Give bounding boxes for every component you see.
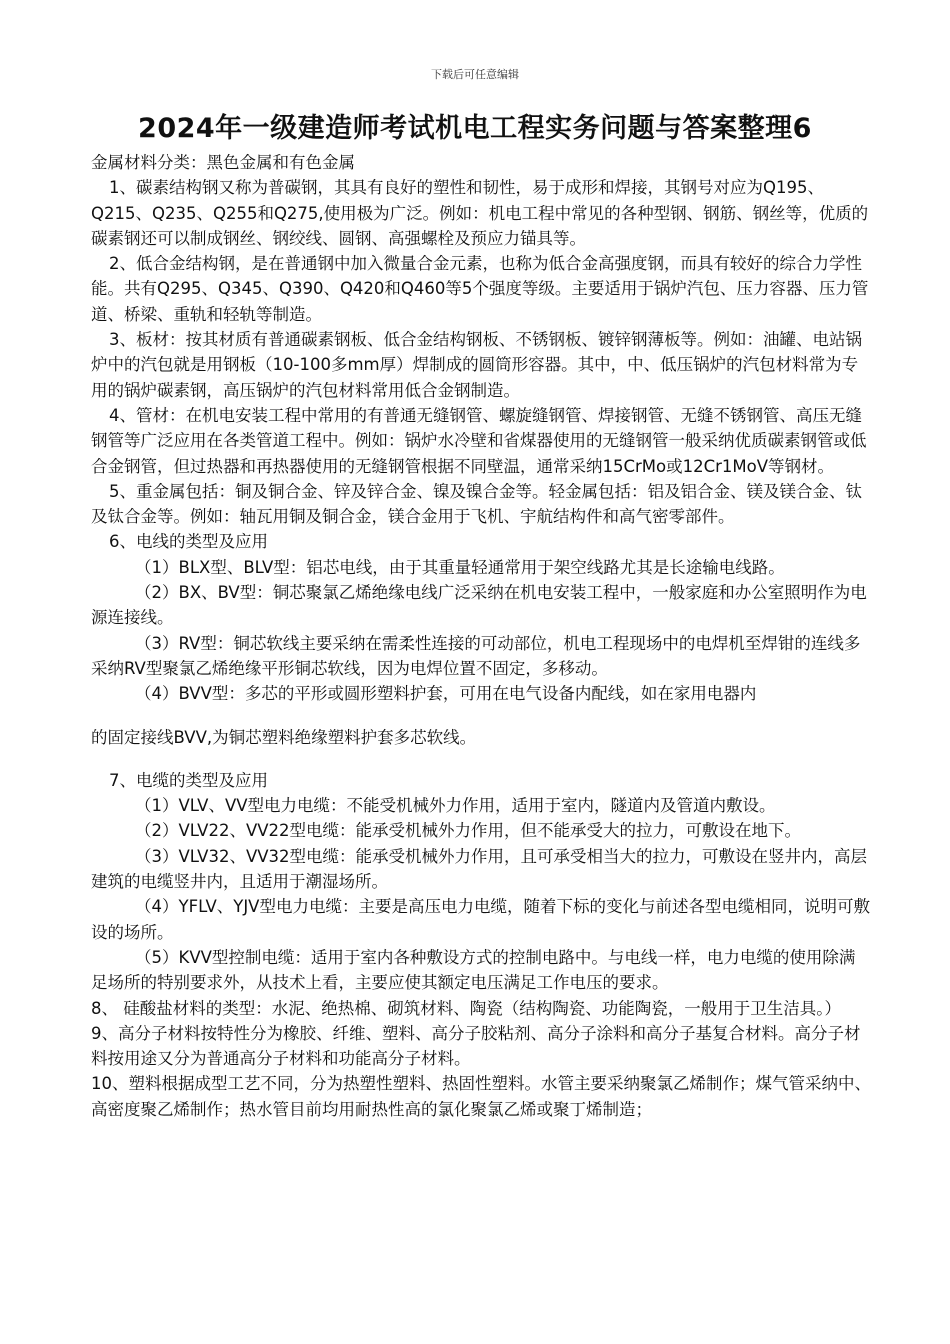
document-title: 2024年一级建造师考试机电工程实务问题与答案整理6 xyxy=(138,113,812,144)
wire-item-4: （4）BVV型：多芯的平形或圆形塑料护套，可用在电气设备内配线，如在家用电器内 xyxy=(135,684,757,704)
paragraph-3: 3、板材：按其材质有普通碳素钢板、低合金结构钢板、不锈钢板、镀锌钢薄板等。例如：油罐、电站锅炉中的汽包就是用钢板（10-100多mm厚）焊制成的圆筒形容器。其中，中、低压锅炉的汽包材料常为专用的锅炉碳素钢，高压锅炉的汽包材料常用低合金钢制造。 xyxy=(91,330,862,400)
cable-item-3: （3）VLV32、VV32型电缆：能承受机械外力作用，且可承受相当大的拉力，可敷设在竖井内，高层建筑的电缆竖井内，且适用于潮湿场所。 xyxy=(91,846,868,892)
wire-item-2: （2）BX、BV型：铜芯聚氯乙烯绝缘电线广泛采纳在机电安装工程中，一般家庭和办公室照明作为电源连接线。 xyxy=(91,583,867,628)
paragraph-5: 5、重金属包括：铜及铜合金、锌及锌合金、镍及镍合金等。轻金属包括：铝及铝合金、镁及镁合金、钛及钛合金等。例如：轴瓦用铜及铜合金，镁合金用于飞机、宇航结构件和高气密零部件。 xyxy=(91,481,862,527)
paragraph-9: 9、高分子材料按特性分为橡胶、纤维、塑料、高分子胶粘剂、高分子涂料和高分子基复合材料。高分子材料按用途又分为普通高分子材料和功能高分子材料。 xyxy=(91,1023,861,1069)
paragraph-4: 4、管材：在机电安装工程中常用的有普通无缝钢管、螺旋缝钢管、焊接钢管、无缝不锈钢管、高压无缝钢管等广泛应用在各类管道工程中。例如：锅炉水冷壁和省煤器使用的无缝钢管一般采纳优质碳素钢管或低合金钢管，但过热器和再热器使用的无缝钢管根据不同壁温，通常采纳15CrMo或12Cr1MoV等钢材。 xyxy=(91,405,867,476)
paragraph-1: 1、碳素结构钢又称为普碳钢，其具有良好的塑性和韧性，易于成形和焊接，其钢号对应为Q195、Q215、Q235、Q255和Q275,使用极为广泛。例如：机电工程中常见的各种型钢、钢筋、钢丝等，优质的碳素钢还可以制成钢丝、钢绞线、圆钢、高强螺栓及预应力锚具等。 xyxy=(91,178,869,248)
wire-item-4-continued: 的固定接线BVV,为铜芯塑料绝缘塑料护套多芯软线。 xyxy=(91,727,477,747)
page-header: 下载后可任意编辑 xyxy=(431,68,519,81)
paragraph-intro: 金属材料分类：黑色金属和有色金属 xyxy=(91,153,355,172)
paragraph-8: 8、 硅酸盐材料的类型：水泥、绝热棉、砌筑材料、陶瓷（结构陶瓷、功能陶瓷，一般用于卫生洁具。） xyxy=(91,998,841,1018)
wire-item-3: （3）RV型：铜芯软线主要采纳在需柔性连接的可动部位，机电工程现场中的电焊机至焊钳的连线多采纳RV型聚氯乙烯绝缘平形铜芯软线，因为电焊位置不固定，多移动。 xyxy=(91,633,861,678)
section-heading-cables: 7、电缆的类型及应用 xyxy=(109,770,268,790)
cable-item-1: （1）VLV、VV型电力电缆：不能受机械外力作用，适用于室内，隧道内及管道内敷设。 xyxy=(135,796,776,816)
cable-item-4: （4）YFLV、YJV型电力电缆：主要是高压电力电缆，随着下标的变化与前述各型电缆相同，说明可敷设的场所。 xyxy=(91,897,870,942)
cable-item-5: （5）KVV型控制电缆：适用于室内各种敷设方式的控制电路中。与电线一样，电力电缆的使用除满足场所的特别要求外，从技术上看，主要应使其额定电压满足工作电压的要求。 xyxy=(91,947,856,993)
section-heading-wires: 6、电线的类型及应用 xyxy=(109,532,268,552)
document-body xyxy=(91,150,871,1122)
paragraph-10: 10、塑料根据成型工艺不同，分为热塑性塑料、热固性塑料。水管主要采纳聚氯乙烯制作；煤气管采纳中、高密度聚乙烯制作；热水管目前均用耐热性高的氯化聚氯乙烯或聚丁烯制造； xyxy=(91,1074,871,1119)
wire-item-1: （1）BLX型、BLV型：铝芯电线，由于其重量轻通常用于架空线路尤其是长途输电线路。 xyxy=(135,557,785,577)
cable-item-2: （2）VLV22、VV22型电缆：能承受机械外力作用，但不能承受大的拉力，可敷设在地下。 xyxy=(135,821,802,841)
paragraph-2: 2、低合金结构钢，是在普通钢中加入微量合金元素，也称为低合金高强度钢，而具有较好的综合力学性能。共有Q295、Q345、Q390、Q420和Q460等5个强度等级。主要适用于锅炉汽包、压力容器、压力管道、桥梁、重轨和轻轨等制造。 xyxy=(91,254,869,324)
